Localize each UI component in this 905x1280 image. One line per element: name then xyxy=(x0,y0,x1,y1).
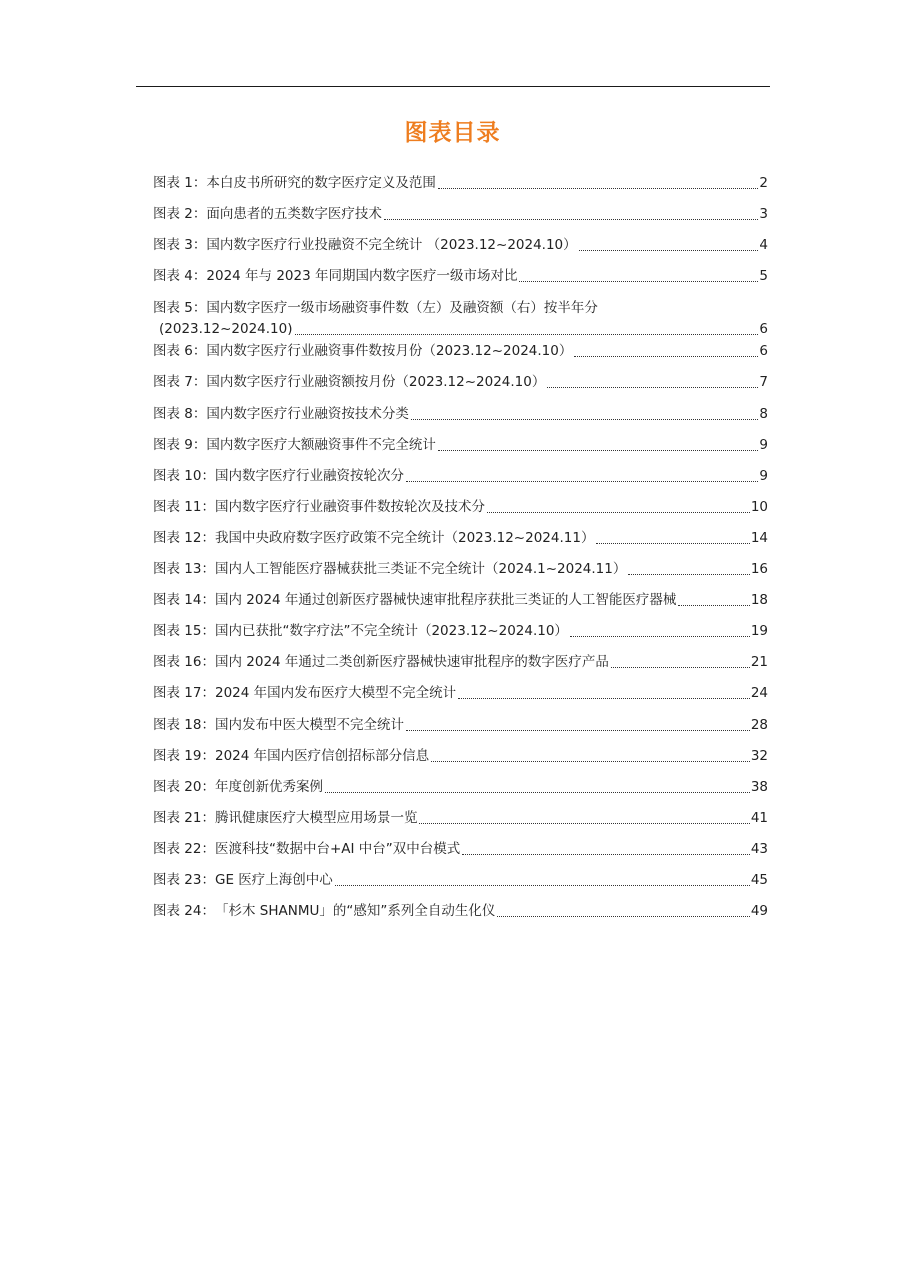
toc-entry-page: 19 xyxy=(750,623,768,640)
dot-leader xyxy=(325,792,750,793)
toc-entry-label: 图表 7： xyxy=(153,374,207,391)
toc-entry-text: 国内数字医疗行业融资事件数按月份（2023.12~2024.10） xyxy=(206,343,573,360)
toc-entry-label: 图表 4： xyxy=(153,268,207,285)
toc-entry-3[interactable] xyxy=(153,234,768,265)
toc-entry-23[interactable] xyxy=(153,869,768,900)
toc-entry-label: 图表 24： xyxy=(153,903,215,920)
dot-leader xyxy=(438,450,759,451)
dot-leader xyxy=(335,885,750,886)
dot-leader xyxy=(579,250,759,251)
toc-entry-label: 图表 16： xyxy=(153,654,215,671)
toc-entry-label: 图表 2： xyxy=(153,206,207,223)
toc-entry-label: 图表 23： xyxy=(153,871,215,888)
toc-entry-page: 9 xyxy=(759,436,768,453)
toc-entry-page: 41 xyxy=(750,809,768,826)
toc-entry-page: 5 xyxy=(759,268,768,285)
toc-entry-label: 图表 21： xyxy=(153,809,215,826)
toc-entry-page: 49 xyxy=(750,903,768,920)
toc-entry-11[interactable] xyxy=(153,496,768,527)
dot-leader xyxy=(497,916,749,917)
toc-entry-text-continued: (2023.12~2024.10) xyxy=(159,321,293,338)
toc-entry-text: 年度创新优秀案例 xyxy=(214,778,323,795)
toc-entry-label: 图表 14： xyxy=(153,592,215,609)
toc-entry-page: 3 xyxy=(759,206,768,223)
toc-entry-page: 7 xyxy=(759,374,768,391)
toc-entry-page: 16 xyxy=(750,561,768,578)
dot-leader xyxy=(411,419,759,420)
toc-entry-text: 国内数字医疗一级市场融资事件数（左）及融资额（右）按半年分 xyxy=(206,300,598,317)
toc-entry-15[interactable] xyxy=(153,620,768,651)
toc-entry-text: 国内数字医疗行业融资按轮次分 xyxy=(214,467,404,484)
toc-entry-17[interactable] xyxy=(153,682,768,713)
toc-entry-label: 图表 9： xyxy=(153,436,207,453)
toc-entry-13[interactable] xyxy=(153,558,768,589)
toc-entry-text: GE 医疗上海创中心 xyxy=(214,871,333,888)
toc-entry-page: 45 xyxy=(750,871,768,888)
toc-entry-page: 18 xyxy=(750,592,768,609)
toc-entry-20[interactable] xyxy=(153,776,768,807)
toc-entry-label: 图表 10： xyxy=(153,467,215,484)
toc-entry-text: 国内数字医疗行业融资事件数按轮次及技术分 xyxy=(214,498,485,515)
dot-leader xyxy=(431,761,750,762)
toc-entry-text: 2024 年与 2023 年同期国内数字医疗一级市场对比 xyxy=(206,268,518,285)
dot-leader xyxy=(462,854,750,855)
toc-entry-label: 图表 20： xyxy=(153,778,215,795)
toc-entry-text: 国内已获批“数字疗法”不完全统计（2023.12~2024.10） xyxy=(214,623,568,640)
toc-entry-page: 38 xyxy=(750,778,768,795)
toc-entry-label: 图表 15： xyxy=(153,623,215,640)
toc-entry-page: 6 xyxy=(759,321,768,338)
toc-entry-16[interactable] xyxy=(153,651,768,682)
toc-entry-label: 图表 18： xyxy=(153,716,215,733)
toc-entry-text: 我国中央政府数字医疗政策不完全统计（2023.12~2024.11） xyxy=(214,529,595,546)
toc-entry-text: 国内数字医疗行业投融资不完全统计 （2023.12~2024.10） xyxy=(206,237,577,254)
toc-entry-text: 腾讯健康医疗大模型应用场景一览 xyxy=(214,809,418,826)
toc-entry-22[interactable] xyxy=(153,838,768,869)
dot-leader xyxy=(384,219,759,220)
toc-entry-label: 图表 19： xyxy=(153,747,215,764)
toc-entry-page: 4 xyxy=(759,237,768,254)
toc-entry-21[interactable] xyxy=(153,807,768,838)
toc-entry-page: 24 xyxy=(750,685,768,702)
toc-entry-text: 国内数字医疗行业融资额按月份（2023.12~2024.10） xyxy=(206,374,546,391)
toc-entry-7[interactable] xyxy=(153,371,768,402)
toc-entry-label: 图表 17： xyxy=(153,685,215,702)
toc-entry-8[interactable] xyxy=(153,403,768,434)
toc-entry-10[interactable] xyxy=(153,465,768,496)
toc-entry-text: 本白皮书所研究的数字医疗定义及范围 xyxy=(206,175,436,191)
toc-entry-label: 图表 12： xyxy=(153,529,215,546)
dot-leader xyxy=(574,356,758,357)
toc-entry-text: 国内数字医疗行业融资按技术分类 xyxy=(206,405,409,422)
toc-entry-label: 图表 3： xyxy=(153,237,207,254)
header-rule xyxy=(136,86,770,87)
toc-entry-label: 图表 11： xyxy=(153,498,215,515)
page-title: 图表目录 xyxy=(404,120,501,146)
toc-entry-text: 2024 年国内医疗信创招标部分信息 xyxy=(214,747,430,764)
toc-entry-5[interactable] xyxy=(153,296,768,340)
dot-leader xyxy=(438,188,759,189)
toc-list xyxy=(153,172,768,931)
toc-entry-text: 国内发布中医大模型不完全统计 xyxy=(214,716,404,733)
toc-entry-label: 图表 8： xyxy=(153,405,207,422)
toc-entry-label: 图表 13： xyxy=(153,561,215,578)
toc-entry-text: 「杉木 SHANMU」的“感知”系列全自动生化仪 xyxy=(214,903,496,920)
toc-entry-1[interactable] xyxy=(153,172,768,203)
dot-leader xyxy=(519,281,758,282)
toc-entry-19[interactable] xyxy=(153,745,768,776)
toc-entry-14[interactable] xyxy=(153,589,768,620)
toc-entry-text: 医渡科技“数据中台+AI 中台”双中台模式 xyxy=(214,840,461,857)
toc-entry-label: 图表 1： xyxy=(153,175,207,191)
dot-leader xyxy=(406,730,750,731)
dot-leader xyxy=(678,605,749,606)
toc-entry-page: 10 xyxy=(750,498,768,515)
toc-entry-label: 图表 6： xyxy=(153,343,207,360)
dot-leader xyxy=(547,387,758,388)
dot-leader xyxy=(570,636,750,637)
toc-entry-text: 国内人工智能医疗器械获批三类证不完全统计（2024.1~2024.11） xyxy=(214,561,627,578)
toc-entry-18[interactable] xyxy=(153,714,768,745)
toc-entry-page: 32 xyxy=(750,747,768,764)
dot-leader xyxy=(458,698,750,699)
dot-leader xyxy=(419,823,749,824)
dot-leader xyxy=(295,334,759,335)
toc-entry-12[interactable] xyxy=(153,527,768,558)
toc-entry-page: 28 xyxy=(750,716,768,733)
toc-entry-page: 9 xyxy=(759,467,768,484)
toc-entry-page: 6 xyxy=(759,343,768,360)
toc-entry-text: 2024 年国内发布医疗大模型不完全统计 xyxy=(214,685,457,702)
toc-entry-page: 43 xyxy=(750,840,768,857)
toc-entry-text: 国内数字医疗大额融资事件不完全统计 xyxy=(206,436,436,453)
toc-entry-page: 8 xyxy=(759,405,768,422)
dot-leader xyxy=(406,481,758,482)
toc-entry-label: 图表 22： xyxy=(153,840,215,857)
toc-entry-6[interactable] xyxy=(153,340,768,371)
dot-leader xyxy=(596,543,749,544)
toc-entry-text: 国内 2024 年通过创新医疗器械快速审批程序获批三类证的人工智能医疗器械 xyxy=(214,592,677,609)
toc-entry-4[interactable] xyxy=(153,265,768,296)
dot-leader xyxy=(487,512,750,513)
toc-entry-text: 国内 2024 年通过二类创新医疗器械快速审批程序的数字医疗产品 xyxy=(214,654,609,671)
toc-entry-9[interactable] xyxy=(153,434,768,465)
toc-entry-page: 21 xyxy=(750,654,768,671)
toc-entry-page: 2 xyxy=(759,175,768,191)
toc-entry-page: 14 xyxy=(750,529,768,546)
dot-leader xyxy=(611,667,750,668)
dot-leader xyxy=(628,574,749,575)
toc-entry-text: 面向患者的五类数字医疗技术 xyxy=(206,206,382,223)
toc-entry-2[interactable] xyxy=(153,203,768,234)
toc-entry-label: 图表 5： xyxy=(153,300,207,317)
toc-entry-24[interactable] xyxy=(153,900,768,931)
